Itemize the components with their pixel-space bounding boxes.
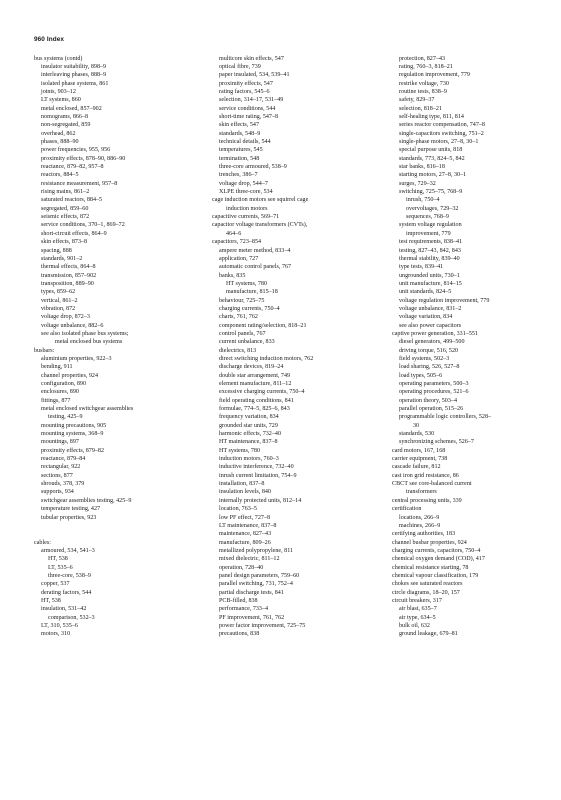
index-subentry: parallel operation, 515–26 — [399, 406, 464, 413]
index-subentry: inrush current limitation, 754–9 — [219, 472, 297, 479]
index-subentry: trenches, 386–7 — [219, 172, 258, 179]
index-subentry: see also isolated phase bus systems; — [41, 330, 129, 337]
index-subentry: skin effects, 547 — [219, 122, 259, 129]
index-subentry: voltage variation, 834 — [399, 314, 453, 321]
index-heading: cables: — [34, 539, 51, 546]
index-subentry: interleaving phases, 888–9 — [41, 72, 107, 79]
index-column-2 — [212, 55, 388, 639]
index-subentry: temperatures, 545 — [219, 147, 263, 154]
index-heading: circle diagrams, 18–20, 157 — [392, 589, 460, 596]
index-subentry: XLPE three-core, 534 — [219, 189, 273, 196]
index-subentry: LT, 535–6 — [48, 564, 73, 571]
index-subentry: short-time rating, 547–8 — [219, 114, 279, 120]
index-heading: carrier equipment, 738 — [392, 456, 448, 463]
index-subentry: HT systems, 780 — [219, 447, 261, 454]
index-subentry: location, 763–5 — [219, 506, 257, 513]
index-subentry: formulae, 774–5, 825–6, 843 — [219, 406, 290, 413]
index-heading: chemical vapour classification, 179 — [392, 572, 479, 579]
index-subentry: LT maintenance, 837–8 — [219, 522, 277, 529]
index-subentry: series reactor compensation, 747–8 — [399, 122, 485, 129]
index-subentry: manufacture, 809–26 — [219, 539, 271, 546]
index-subentry: mountings, 897 — [41, 439, 79, 446]
index-subentry: rating, 760–3, 818–21 — [399, 63, 453, 70]
running-head: 960 Index — [34, 36, 65, 43]
index-subentry: internally protected units, 812–14 — [219, 497, 302, 504]
index-subentry: termination, 548 — [219, 155, 260, 162]
index-subentry: power frequencies, 955, 956 — [41, 147, 111, 154]
index-subentry: operating parameters, 500–3 — [399, 381, 469, 387]
index-subentry: HT maintenance, 837–8 — [219, 439, 278, 446]
index-subentry: HT systems, 780 — [226, 280, 268, 287]
index-subentry: fittings, 877 — [41, 397, 71, 404]
index-subentry: voltage regulation improvement, 779 — [399, 297, 490, 304]
index-subentry: charts, 761, 762 — [219, 314, 258, 321]
index-subentry: vertical, 861–2 — [41, 297, 78, 304]
index-subentry: surges, 729–32 — [399, 180, 436, 187]
index-subentry: switchgear assemblies testing, 425–9 — [41, 497, 132, 504]
index-subentry: performance, 733–4 — [219, 606, 269, 613]
index-subentry: aluminium properties, 922–3 — [41, 355, 112, 362]
index-subentry: excessive charging currents, 750–4 — [219, 389, 305, 396]
index-subentry: component rating/selection, 818–21 — [219, 322, 307, 329]
index-heading: circuit breakers, 317 — [392, 597, 442, 604]
index-subentry: rectangular, 922 — [41, 464, 81, 471]
index-subentry: HT, 538 — [41, 597, 61, 604]
index-subentry: proximity effects, 547 — [219, 80, 273, 87]
index-subentry: ungrounded units, 730–1 — [399, 272, 460, 279]
index-subentry: control panels, 767 — [219, 330, 266, 337]
index-subentry: starting motors, 27–8, 30–1 — [399, 172, 467, 179]
index-subentry: air blast, 635–7 — [399, 606, 437, 613]
index-subentry: standards, 773, 824–5, 842 — [399, 155, 465, 162]
index-subentry: configuration, 890 — [41, 381, 87, 387]
index-subentry: 464–6 — [226, 230, 242, 237]
index-subentry: operation theory, 503–4 — [399, 397, 457, 404]
index-heading: charging currents, capacitors, 750–4 — [392, 547, 481, 554]
index-subentry: inductive interference, 732–40 — [219, 464, 294, 471]
index-heading: chemical resistance starting, 78 — [392, 564, 469, 571]
index-subentry: voltage drop, 872–3 — [41, 314, 90, 321]
index-subentry: vibration, 872 — [41, 305, 76, 312]
index-subentry: optical fibre, 739 — [219, 63, 261, 70]
index-subentry: rising mains, 861–2 — [41, 189, 90, 196]
index-subentry: diesel generators, 499–500 — [399, 339, 465, 346]
index-column-1 — [34, 55, 210, 639]
index-subentry: protection, 827–43 — [399, 55, 446, 62]
index-column-3 — [392, 55, 561, 639]
index-subentry: standards, 548–9 — [219, 130, 261, 137]
index-subentry: field operating conditions, 841 — [219, 397, 294, 404]
index-subentry: switching, 725–75, 768–9 — [399, 189, 463, 196]
index-subentry: nomograms, 866–8 — [41, 114, 89, 120]
index-subentry: bulk oil, 632 — [399, 622, 430, 629]
index-subentry: field systems, 502–3 — [399, 355, 450, 362]
index-subentry: operating procedures, 521–6 — [399, 389, 469, 396]
index-subentry: armoured, 534, 541–3 — [41, 547, 95, 554]
index-heading: captive power generation, 331–551 — [392, 330, 478, 337]
index-subentry: spacing, 888 — [41, 247, 72, 254]
index-heading: channel busbar properties, 924 — [392, 539, 467, 546]
index-subentry: operation, 728–40 — [219, 564, 264, 571]
index-subentry: synchronizing schemes, 526–7 — [399, 439, 474, 446]
index-subentry: banks, 835 — [219, 272, 246, 279]
index-heading: central processing units, 339 — [392, 497, 462, 504]
index-subentry: three-core armoured, 538–9 — [219, 164, 287, 171]
index-subentry: HT, 538 — [48, 556, 68, 563]
index-subentry: charging currents, 750–4 — [219, 305, 280, 312]
index-heading: cast iron grid resistance, 86 — [392, 472, 459, 479]
index-heading: capacitors, 723–854 — [212, 239, 262, 246]
index-subentry: safety, 829–37 — [399, 97, 435, 104]
index-heading: busbars: — [34, 347, 55, 354]
index-subentry: LT systems, 860 — [41, 97, 81, 104]
index-subentry: insulator suitability, 898–9 — [41, 63, 107, 70]
index-subentry: paper insulated, 534, 539–41 — [219, 72, 290, 79]
index-subentry: service conditions, 370–1, 869–72 — [41, 222, 125, 229]
index-subentry: restrike voltage, 730 — [399, 80, 449, 87]
index-subentry: thermal stability, 839–40 — [399, 255, 460, 262]
index-subentry: voltage drop, 544–7 — [219, 180, 268, 187]
index-subentry: double star arrangement, 749 — [219, 372, 291, 379]
index-subentry: maintenance, 827–43 — [219, 531, 272, 538]
index-subentry: system voltage regulation — [399, 222, 462, 229]
index-subentry: voltage unbalance, 831–2 — [399, 305, 462, 312]
index-subentry: temperature testing, 427 — [41, 506, 101, 513]
index-heading: chemical oxygen demand (COD), 417 — [392, 556, 485, 563]
index-subentry: load sharing, 526, 527–8 — [399, 364, 460, 371]
index-subentry: copper, 537 — [41, 581, 70, 588]
index-subentry: driving torque, 516, 520 — [399, 347, 459, 354]
index-subentry: reactors, 884–5 — [41, 172, 79, 179]
index-subentry: reactance, 879–84 — [41, 456, 86, 463]
index-subentry: machines, 266–9 — [399, 522, 441, 529]
index-subentry: phases, 888–90 — [41, 139, 79, 146]
index-subentry: partial discharge tests, 841 — [219, 589, 284, 596]
index-subentry: load types, 505–6 — [399, 372, 443, 379]
index-subentry: locations, 266–9 — [399, 514, 440, 521]
index-subentry: induction motors, 760–3 — [219, 456, 279, 463]
index-heading: card motors, 167, 168 — [392, 447, 446, 454]
index-subentry: overvoltages, 729–32 — [406, 205, 459, 212]
index-heading: CBCT see core-balanced current — [392, 481, 472, 488]
index-subentry: see also power capacitors — [399, 322, 462, 329]
index-subentry: mounting systems, 368–9 — [41, 431, 104, 438]
index-subentry: testing, 827–43, 842, 843 — [399, 247, 461, 254]
index-subentry: derating factors, 544 — [41, 589, 92, 596]
index-subentry: channel properties, 924 — [41, 372, 99, 379]
index-subentry: supports, 934 — [41, 489, 74, 496]
index-subentry: rating factors, 545–6 — [219, 88, 270, 95]
index-subentry: isolated phase systems, 861 — [41, 80, 109, 87]
index-subentry: proximity effects, 879–82 — [41, 447, 105, 454]
index-subentry: comparison, 532–3 — [48, 614, 95, 621]
index-subentry: installation, 837–8 — [219, 481, 265, 488]
index-heading: capacitor voltage transformers (CVTs), — [212, 222, 308, 229]
index-subentry: multicore skin effects, 547 — [219, 55, 284, 62]
index-subentry: current unbalance, 833 — [219, 339, 275, 346]
index-subentry: segregated, 859–60 — [41, 205, 89, 212]
index-subentry: types, 859–62 — [41, 289, 76, 296]
index-subentry: self-healing type, 811, 814 — [399, 114, 464, 120]
index-subentry: motors, 310 — [41, 631, 71, 638]
index-subentry: single-capacitors switching, 751–2 — [399, 130, 484, 137]
index-subentry: special purpose units, 818 — [399, 147, 463, 154]
index-subentry: standards, 901–2 — [41, 255, 83, 262]
index-subentry: transposition, 889–90 — [41, 280, 94, 287]
index-subentry: manufacture, 815–18 — [226, 289, 278, 296]
index-subentry: ground leakage, 679–81 — [399, 631, 458, 638]
index-heading: cage induction motors see squirrel cage — [212, 197, 309, 204]
index-subentry: power factor improvement, 725–75 — [219, 622, 306, 629]
index-subentry: technical details, 544 — [219, 139, 271, 146]
index-subentry: induction motors — [226, 205, 268, 212]
index-subentry: frequency variation, 834 — [219, 414, 279, 421]
index-subentry: metallized polypropylene, 811 — [219, 547, 294, 554]
index-subentry: service conditions, 544 — [219, 105, 276, 112]
index-subentry: insulation, 531–42 — [41, 606, 87, 613]
index-subentry: tubular properties, 923 — [41, 514, 97, 521]
index-subentry: PCB-filled, 838 — [219, 597, 258, 604]
index-heading: certification — [392, 506, 422, 513]
index-subentry: panel design parameters, 759–60 — [219, 572, 300, 579]
index-subentry: ampere meter method, 833–4 — [219, 247, 291, 254]
index-subentry: harmonic effects, 732–40 — [219, 431, 281, 438]
index-heading: cascade failure, 812 — [392, 464, 441, 471]
index-subentry: low PF effect, 727–8 — [219, 514, 271, 521]
index-subentry: mounting precautions, 905 — [41, 422, 107, 429]
index-subentry: bending, 911 — [41, 364, 73, 371]
index-subentry: inrush, 750–4 — [406, 197, 440, 204]
index-subentry: test requirements, 838–41 — [399, 239, 463, 246]
index-subentry: mixed dielectric, 811–12 — [219, 556, 280, 563]
index-subentry: unit manufacture, 814–15 — [399, 280, 462, 287]
index-subentry: direct switching induction motors, 762 — [219, 355, 314, 362]
index-subentry: reactance, 879–82, 957–8 — [41, 164, 104, 171]
index-subentry: transformers — [406, 489, 437, 496]
index-subentry: star banks, 816–18 — [399, 164, 445, 171]
index-subentry: dielectrics, 813 — [219, 347, 257, 354]
index-subentry: single-phase motors, 27–8, 30–1 — [399, 139, 479, 146]
index-heading: bus systems (contd) — [34, 55, 83, 62]
index-subentry: voltage unbalance, 882–6 — [41, 322, 104, 329]
index-subentry: regulation improvement, 779 — [399, 72, 470, 79]
index-heading: capacitive currents, 569–71 — [212, 214, 280, 221]
index-subentry: testing, 425–9 — [48, 414, 83, 421]
index-subentry: resistance measurement, 957–8 — [41, 180, 118, 187]
index-subentry: type tests, 839–41 — [399, 264, 444, 271]
index-subentry: 30 — [413, 422, 420, 429]
index-subentry: selection, 818–21 — [399, 105, 442, 112]
index-subentry: LT, 310, 535–6 — [41, 622, 78, 629]
index-subentry: parallel switching, 731, 752–4 — [219, 581, 293, 588]
index-subentry: programmable logic controllers, 528– — [399, 414, 492, 421]
index-subentry: PF improvement, 761, 762 — [219, 614, 285, 621]
index-subentry: routine tests, 838–9 — [399, 88, 447, 95]
index-subentry: selection, 314–17, 531–49 — [219, 97, 284, 104]
index-spacer — [34, 530, 210, 538]
index-subentry: metal enclosed switchgear assemblies — [41, 406, 134, 413]
index-subentry: metal enclosed, 857–902 — [41, 105, 102, 112]
index-subentry: standards, 530 — [399, 431, 435, 438]
index-subentry: three-core, 538–9 — [48, 572, 91, 579]
index-heading: certifying authorities, 183 — [392, 531, 456, 538]
index-subentry: shrouds, 378, 379 — [41, 481, 85, 488]
index-subentry: element manufacture, 811–12 — [219, 381, 292, 387]
index-subentry: air type, 634–5 — [399, 614, 436, 621]
index-subentry: overhead, 862 — [41, 130, 76, 137]
index-subentry: discharge devices, 819–24 — [219, 364, 284, 371]
index-subentry: non-segregated, 859 — [41, 122, 91, 129]
index-subentry: improvement, 779 — [406, 230, 451, 237]
index-subentry: transmission, 857–902 — [41, 272, 97, 279]
index-subentry: sections, 877 — [41, 472, 73, 479]
index-subentry: metal enclosed bus systems — [55, 339, 123, 346]
index-subentry: saturated reactors, 884–5 — [41, 197, 103, 204]
index-subentry: application, 727 — [219, 255, 259, 262]
index-spacer — [34, 522, 210, 530]
index-subentry: sequences, 768–9 — [406, 214, 449, 221]
index-subentry: precautions, 838 — [219, 631, 260, 638]
index-subentry: proximity effects, 878–90, 886–90 — [41, 155, 126, 162]
index-subentry: unit standards, 824–5 — [399, 289, 452, 296]
index-subentry: automatic control panels, 767 — [219, 264, 292, 271]
index-subentry: enclosures, 890 — [41, 389, 79, 396]
index-subentry: thermal effects, 864–8 — [41, 264, 96, 271]
index-subentry: short-circuit effects, 864–9 — [41, 230, 107, 237]
index-subentry: grounded star units, 729 — [219, 422, 278, 429]
index-subentry: insulation levels, 840 — [219, 489, 271, 496]
index-subentry: seismic effects, 872 — [41, 214, 90, 221]
index-subentry: skin effects, 873–8 — [41, 239, 88, 246]
index-subentry: behaviour, 725–75 — [219, 297, 265, 304]
index-heading: chokes see saturated reactors — [392, 581, 463, 588]
index-subentry: joints, 903–12 — [41, 88, 76, 95]
